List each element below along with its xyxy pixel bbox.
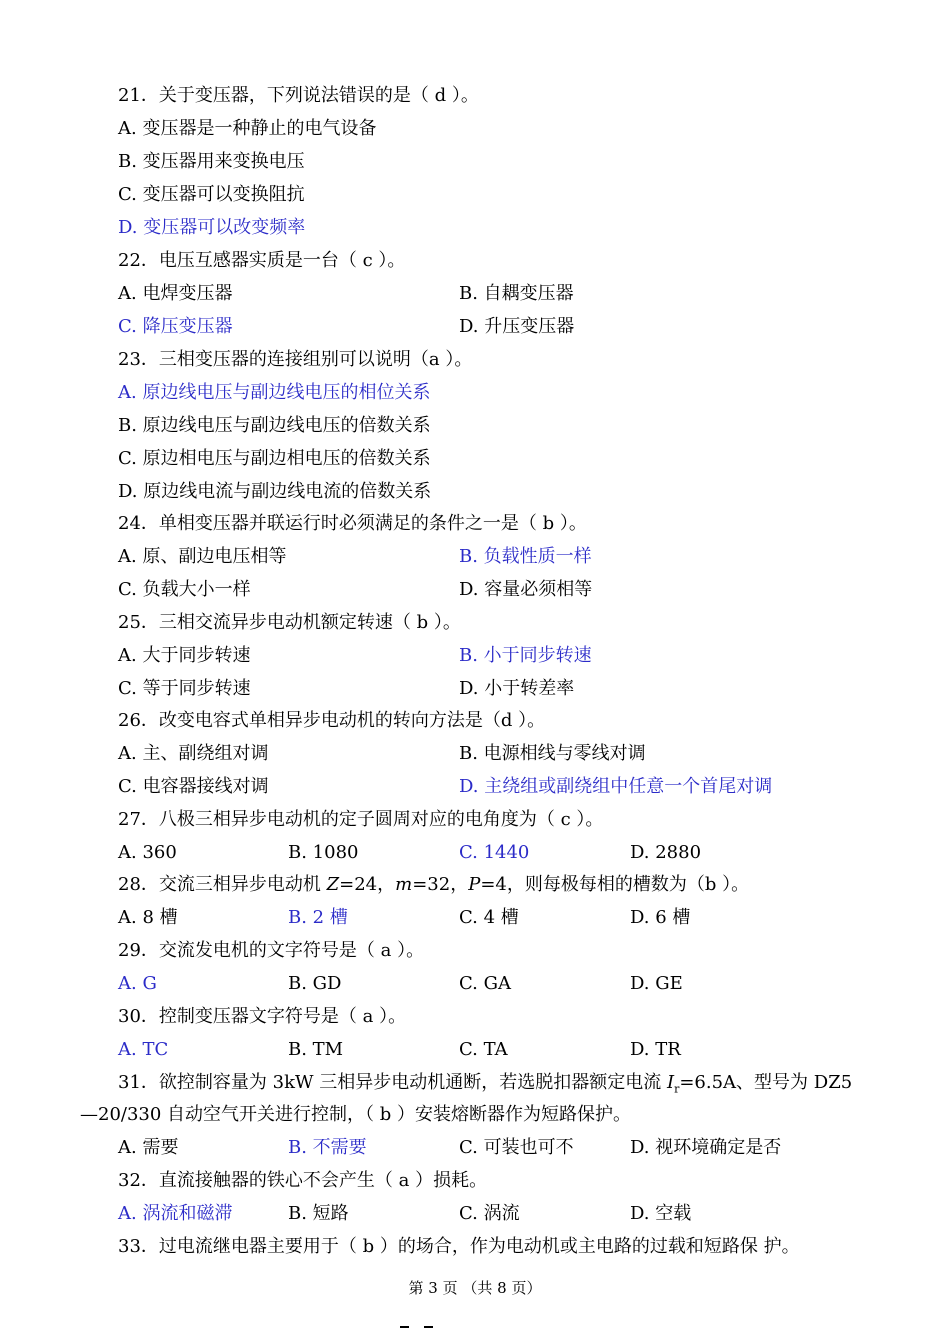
question-28-stem: 28．交流三相异步电动机 Z=24，m=32，P=4，则每极每相的槽数为（b ）。 <box>118 874 750 895</box>
question-23-option-a-answer: A. 原边线电压与副边线电压的相位关系 <box>118 382 431 403</box>
question-26-option-d-answer: D. 主绕组或副绕组中任意一个首尾对调 <box>459 776 773 797</box>
question-27-option-a: A. 360 <box>118 842 177 863</box>
question-29-stem: 29．交流发电机的文字符号是（ a ）。 <box>118 940 425 961</box>
question-31-option-a: A. 需要 <box>118 1137 179 1158</box>
question-32-option-b: B. 短路 <box>288 1203 349 1224</box>
question-30-option-d: D. TR <box>630 1039 681 1060</box>
question-32-option-d: D. 空载 <box>630 1203 692 1224</box>
bottom-mark-left <box>400 1326 409 1328</box>
question-31-option-d: D. 视环境确定是否 <box>630 1137 782 1158</box>
question-25-option-b-answer: B. 小于同步转速 <box>459 645 592 666</box>
question-30-option-c: C. TA <box>459 1039 508 1060</box>
question-21-option-b: B. 变压器用来变换电压 <box>118 151 305 172</box>
question-31-stem: 31．欲控制容量为 3kW 三相异步电动机通断，若选脱扣器额定电流 $I_r=6.5A$、型号为 DZ5 <box>118 1072 853 1096</box>
page-footer: 第 3 页 （共 8 页） <box>408 1279 542 1297</box>
question-24-stem: 24．单相变压器并联运行时必须满足的条件之一是（ b ）。 <box>118 513 587 534</box>
question-24-option-a: A. 原、副边电压相等 <box>118 546 287 567</box>
question-29-option-b: B. GD <box>288 973 342 994</box>
question-22-option-d: D. 升压变压器 <box>459 316 575 337</box>
question-26-option-c: C. 电容器接线对调 <box>118 776 269 797</box>
question-21-option-a: A. 变压器是一种静止的电气设备 <box>118 118 377 139</box>
question-28-option-a: A. 8 槽 <box>118 907 178 928</box>
question-28-option-d: D. 6 槽 <box>630 907 691 928</box>
question-23-option-c: C. 原边相电压与副边相电压的倍数关系 <box>118 448 431 469</box>
bottom-mark-right <box>424 1326 433 1328</box>
question-25-option-d: D. 小于转差率 <box>459 678 575 699</box>
question-27-option-b: B. 1080 <box>288 842 359 863</box>
question-25-option-c: C. 等于同步转速 <box>118 678 251 699</box>
question-26-stem: 26．改变电容式单相异步电动机的转向方法是（d ）。 <box>118 710 546 731</box>
question-31-stem-continued: —20/330 自动空气开关进行控制，（ b ）安装熔断器作为短路保护。 <box>80 1104 632 1125</box>
question-21-stem: 21．关于变压器，下列说法错误的是（ d ）。 <box>118 85 479 106</box>
question-29-option-a-answer: A. G <box>118 973 157 994</box>
question-32-option-c: C. 涡流 <box>459 1203 520 1224</box>
question-27-option-d: D. 2880 <box>630 842 702 863</box>
question-22-stem: 22．电压互感器实质是一台（ c ）。 <box>118 250 406 271</box>
question-21-option-c: C. 变压器可以变换阻抗 <box>118 184 305 205</box>
question-21-option-d-answer: D. 变压器可以改变频率 <box>118 217 306 238</box>
question-30-stem: 30．控制变压器文字符号是（ a ）。 <box>118 1006 407 1027</box>
question-22-option-b: B. 自耦变压器 <box>459 283 574 304</box>
question-27-option-c-answer: C. 1440 <box>459 842 530 863</box>
question-29-option-d: D. GE <box>630 973 683 994</box>
question-29-option-c: C. GA <box>459 973 511 994</box>
question-22-option-c-answer: C. 降压变压器 <box>118 316 233 337</box>
question-24-option-b-answer: B. 负载性质一样 <box>459 546 592 567</box>
question-28-option-c: C. 4 槽 <box>459 907 519 928</box>
question-25-option-a: A. 大于同步转速 <box>118 645 251 666</box>
question-31-option-c: C. 可装也可不 <box>459 1137 574 1158</box>
question-30-option-b: B. TM <box>288 1039 344 1060</box>
question-33-stem: 33．过电流继电器主要用于（ b ）的场合，作为电动机或主电路的过载和短路保 护。 <box>118 1236 800 1257</box>
question-23-option-b: B. 原边线电压与副边线电压的倍数关系 <box>118 415 431 436</box>
question-32-option-a-answer: A. 涡流和磁滞 <box>118 1203 233 1224</box>
question-24-option-d: D. 容量必须相等 <box>459 579 593 600</box>
question-31-option-b-answer: B. 不需要 <box>288 1137 367 1158</box>
question-23-option-d: D. 原边线电流与副边线电流的倍数关系 <box>118 481 432 502</box>
question-24-option-c: C. 负载大小一样 <box>118 579 251 600</box>
question-25-stem: 25．三相交流异步电动机额定转速（ b ）。 <box>118 612 461 633</box>
question-27-stem: 27．八极三相异步电动机的定子圆周对应的电角度为（ c ）。 <box>118 809 604 830</box>
question-32-stem: 32．直流接触器的铁心不会产生（ a ）损耗。 <box>118 1170 488 1191</box>
question-30-option-a-answer: A. TC <box>118 1039 169 1060</box>
question-28-option-b-answer: B. 2 槽 <box>288 907 348 928</box>
question-22-option-a: A. 电焊变压器 <box>118 283 233 304</box>
question-26-option-a: A. 主、副绕组对调 <box>118 743 269 764</box>
question-26-option-b: B. 电源相线与零线对调 <box>459 743 646 764</box>
question-23-stem: 23．三相变压器的连接组别可以说明（a ）。 <box>118 349 473 370</box>
